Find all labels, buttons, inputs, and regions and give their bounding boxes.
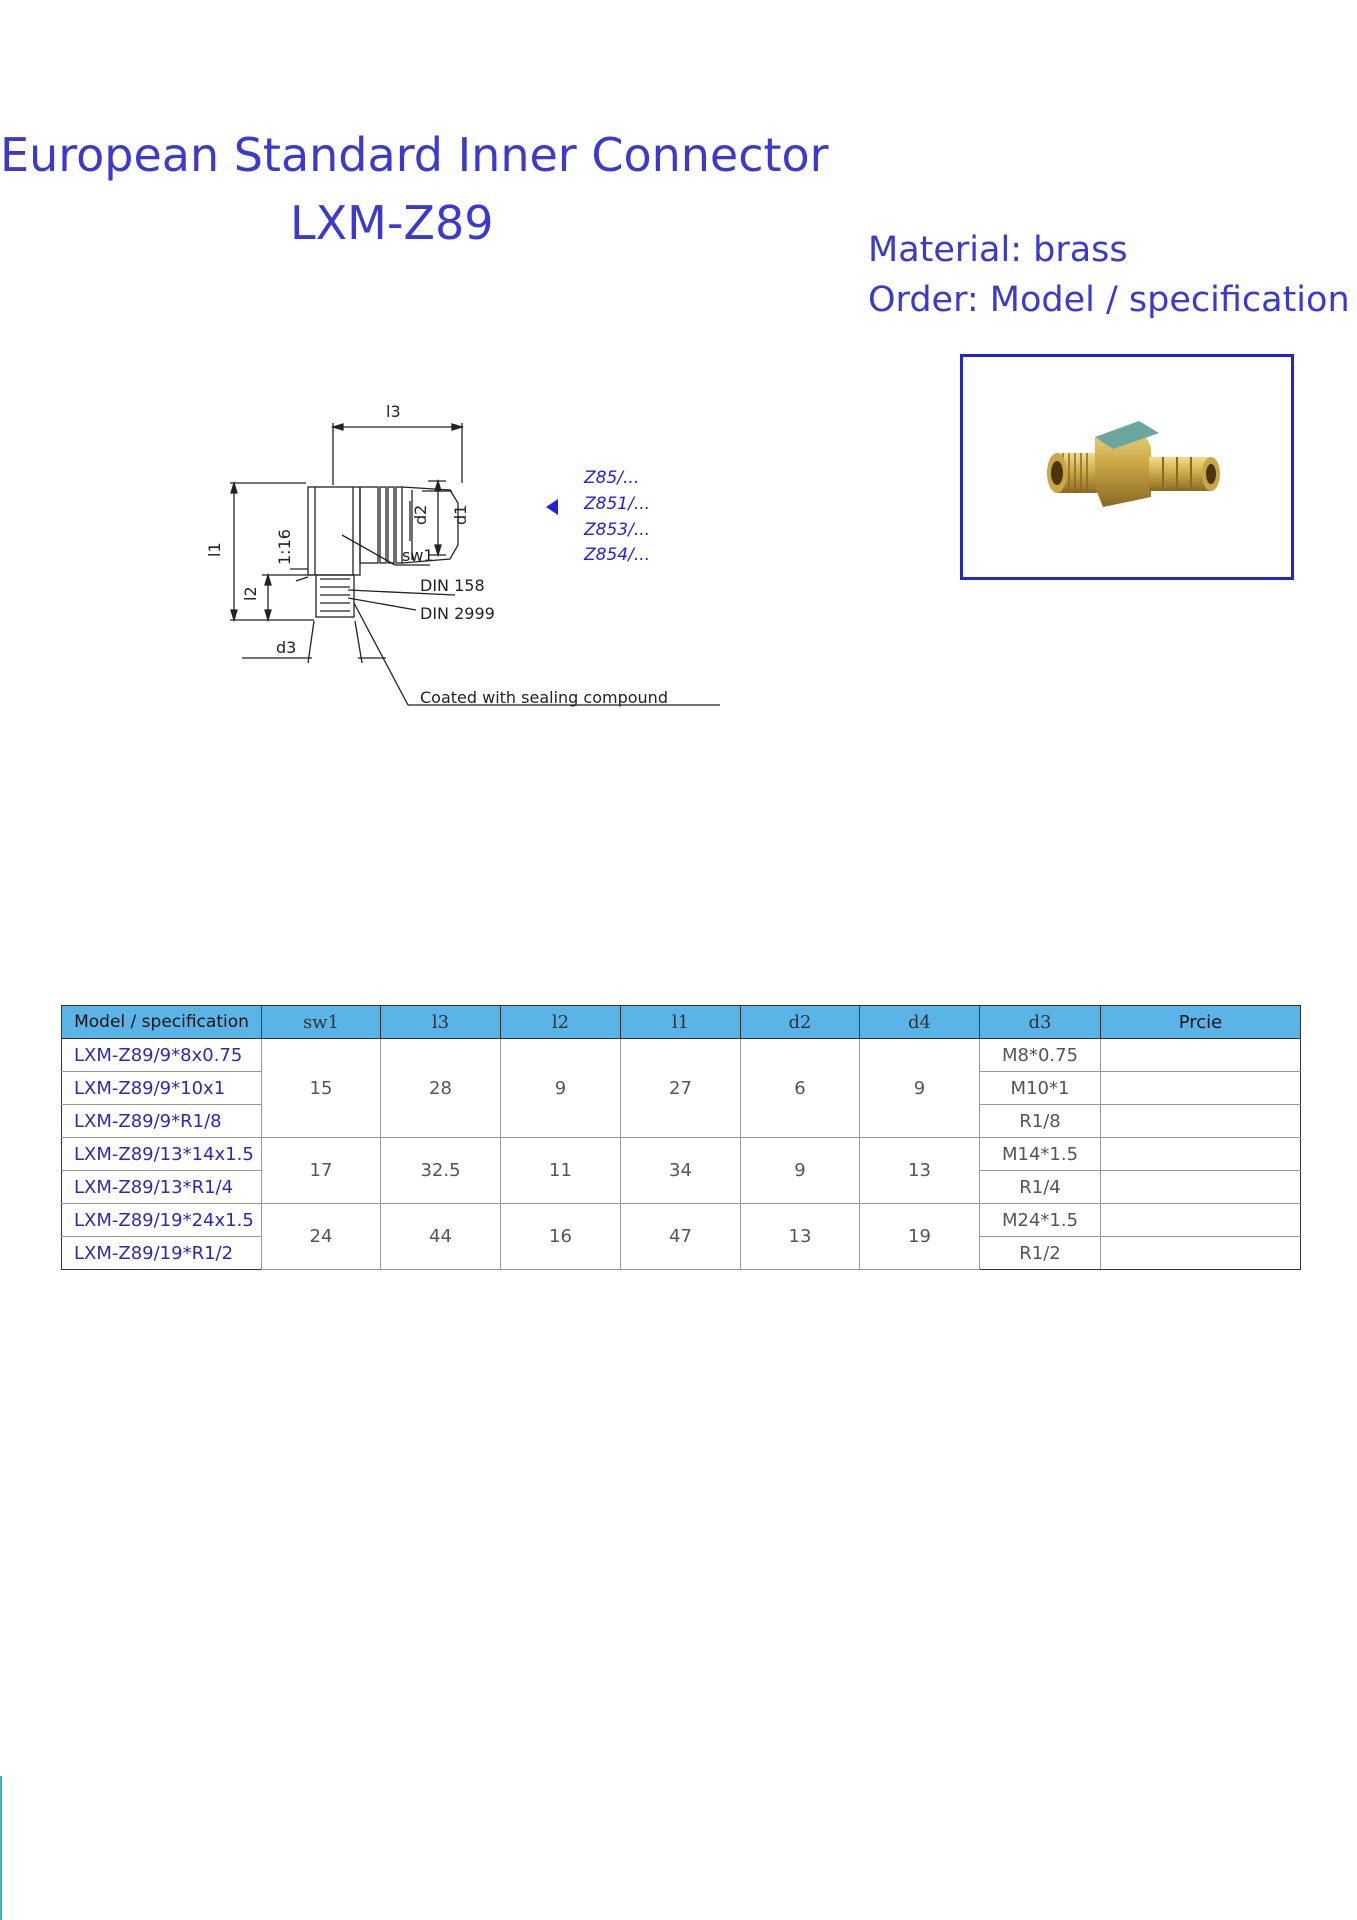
model-cell: LXM-Z89/13*R1/4	[62, 1171, 262, 1204]
d2-cell: 9	[741, 1138, 860, 1204]
header-l3: l3	[381, 1006, 501, 1039]
l2-cell: 9	[501, 1039, 621, 1138]
price-cell	[1101, 1138, 1301, 1171]
series-z851: Z851/...	[584, 494, 651, 514]
header-d2: d2	[741, 1006, 860, 1039]
l3-cell: 28	[381, 1039, 501, 1138]
order-text: Order: Model / specification	[868, 280, 1350, 320]
model-cell: LXM-Z89/9*R1/8	[62, 1105, 262, 1138]
series-z854: Z854/...	[584, 545, 651, 565]
d4-cell: 9	[860, 1039, 980, 1138]
dim-l3-label: l3	[386, 402, 401, 421]
d3-cell: R1/4	[980, 1171, 1101, 1204]
d3-cell: M10*1	[980, 1072, 1101, 1105]
d4-cell: 19	[860, 1204, 980, 1270]
price-cell	[1101, 1039, 1301, 1072]
din2999-label: DIN 2999	[420, 604, 495, 623]
header-l2: l2	[501, 1006, 621, 1039]
l3-cell: 32.5	[381, 1138, 501, 1204]
brass-elbow-image	[963, 357, 1291, 577]
dim-l2-label: l2	[241, 586, 260, 601]
d2-cell: 13	[741, 1204, 860, 1270]
dim-d1-label: d1	[451, 504, 470, 525]
sw1-cell: 17	[262, 1138, 381, 1204]
d3-cell: M8*0.75	[980, 1039, 1101, 1072]
dim-l1-label: l1	[205, 542, 224, 557]
product-photo-frame	[960, 354, 1294, 580]
model-cell: LXM-Z89/13*14x1.5	[62, 1138, 262, 1171]
price-cell	[1101, 1105, 1301, 1138]
header-d3: d3	[980, 1006, 1101, 1039]
model-cell: LXM-Z89/9*10x1	[62, 1072, 262, 1105]
table-header-row	[62, 1006, 1301, 1039]
model-title: LXM-Z89	[290, 196, 494, 250]
series-z85: Z85/...	[584, 468, 640, 488]
l2-cell: 11	[501, 1138, 621, 1204]
page-title: European Standard Inner Connector	[0, 128, 829, 182]
header-l1: l1	[621, 1006, 741, 1039]
table-row	[62, 1039, 1301, 1072]
material-text: Material: brass	[868, 230, 1128, 270]
header-price: Prcie	[1101, 1006, 1301, 1039]
d2-cell: 6	[741, 1039, 860, 1138]
sw1-cell: 15	[262, 1039, 381, 1138]
header-d4: d4	[860, 1006, 980, 1039]
d3-cell: M14*1.5	[980, 1138, 1101, 1171]
d3-cell: R1/8	[980, 1105, 1101, 1138]
dim-d2-label: d2	[411, 504, 430, 525]
left-edge-accent	[0, 1776, 2, 1920]
l1-cell: 34	[621, 1138, 741, 1204]
table-row	[62, 1138, 1301, 1171]
coated-label: Coated with sealing compound	[420, 688, 668, 707]
model-cell: LXM-Z89/9*8x0.75	[62, 1039, 262, 1072]
sw1-label: sw1	[402, 546, 434, 565]
price-cell	[1101, 1204, 1301, 1237]
l2-cell: 16	[501, 1204, 621, 1270]
table-row	[62, 1204, 1301, 1237]
price-cell	[1101, 1237, 1301, 1270]
l3-cell: 44	[381, 1204, 501, 1270]
taper-label: 1:16	[275, 529, 294, 565]
d3-cell: R1/2	[980, 1237, 1101, 1270]
sw1-cell: 24	[262, 1204, 381, 1270]
header-model: Model / specification	[62, 1006, 262, 1039]
spec-table	[61, 1005, 1301, 1270]
series-z853: Z853/...	[584, 520, 651, 540]
l1-cell: 47	[621, 1204, 741, 1270]
l1-cell: 27	[621, 1039, 741, 1138]
header-sw1: sw1	[262, 1006, 381, 1039]
price-cell	[1101, 1072, 1301, 1105]
technical-drawing	[190, 395, 750, 725]
price-cell	[1101, 1171, 1301, 1204]
d3-cell: M24*1.5	[980, 1204, 1101, 1237]
model-cell: LXM-Z89/19*R1/2	[62, 1237, 262, 1270]
d4-cell: 13	[860, 1138, 980, 1204]
din158-label: DIN 158	[420, 576, 485, 595]
dim-d3-label: d3	[276, 638, 297, 657]
model-cell: LXM-Z89/19*24x1.5	[62, 1204, 262, 1237]
